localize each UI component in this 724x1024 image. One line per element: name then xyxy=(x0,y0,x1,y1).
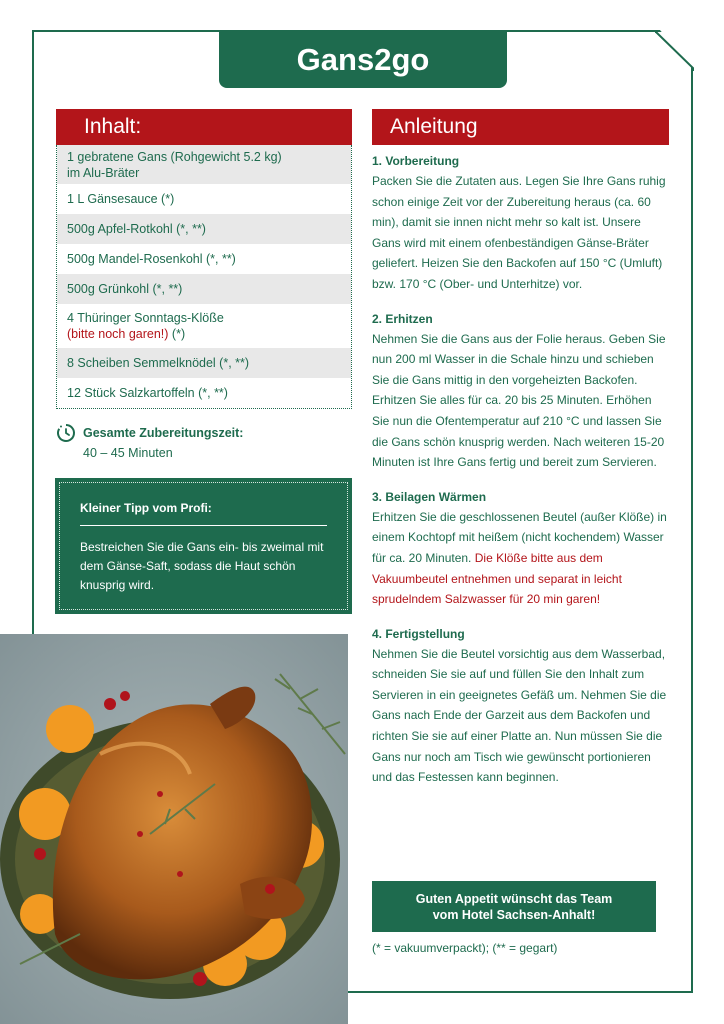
tip-inner xyxy=(59,482,348,610)
ingredient-text: 500g Apfel-Rotkohl (*, **) xyxy=(67,222,206,236)
ingredient-note: (bitte noch garen!) xyxy=(67,327,169,341)
footnote: (* = vakuumverpackt); (** = gegart) xyxy=(372,941,558,955)
ingredient-row xyxy=(57,274,351,304)
closing-line-2: vom Hotel Sachsen-Anhalt! xyxy=(432,907,596,922)
ingredient-text-2: im Alu-Bräter xyxy=(67,165,140,180)
step-highlight: Die Klöße bitte aus dem Vakuumbeutel entnehmen und separat in leicht sprudelndem Salzwasser für 20 min garen! xyxy=(372,550,622,607)
ingredients-header: Inhalt: xyxy=(56,109,352,145)
instruction-step xyxy=(372,624,672,788)
step-text: Nehmen Sie die Beutel vorsichtig aus dem Wasserbad, schneiden Sie sie auf und füllen Sie den Inhalt zum Servieren in ein geeignetes Gefäß um. Nehmen Sie die Gans nach Ende der Garzeit aus dem Backofen und richten Sie sie auf einer Platte an. Nun müssen Sie die Gans nur noch am Tisch wie gewünscht portionieren und das Festessen kann beginnen. xyxy=(372,646,667,785)
instructions-header: Anleitung xyxy=(372,109,669,145)
step-title: 1. Vorbereitung xyxy=(372,154,460,168)
prep-time-value: 40 – 45 Minuten xyxy=(83,446,173,460)
step-text: Erhitzen Sie die geschlossenen Beutel (außer Klöße) in einem Kochtopf mit heißem (nicht kochendem) Wasser für ca. 20 Minuten. xyxy=(372,509,667,565)
ingredient-row xyxy=(57,184,351,214)
closing-line-1: Guten Appetit wünscht das Team xyxy=(415,891,613,906)
instruction-step xyxy=(372,151,672,295)
roast-goose-photo xyxy=(0,634,348,1024)
closing-banner xyxy=(372,881,656,932)
step-title: 2. Erhitzen xyxy=(372,311,433,326)
ingredient-row xyxy=(57,214,351,244)
ingredient-text: 1 gebratene Gans (Rohgewicht 5.2 kg) xyxy=(67,149,282,164)
ingredient-row xyxy=(57,378,351,408)
prep-time-label: Gesamte Zubereitungszeit: xyxy=(83,426,244,440)
instructions-column xyxy=(372,151,672,802)
page-title: Gans2go xyxy=(219,32,507,88)
ingredient-text: 500g Mandel-Rosenkohl (*, **) xyxy=(67,252,236,266)
ingredient-row xyxy=(57,244,351,274)
ingredient-row xyxy=(57,145,351,184)
frame-corner xyxy=(655,31,695,71)
tip-title: Kleiner Tipp vom Profi: xyxy=(80,501,327,526)
ingredient-suffix: (*) xyxy=(168,327,186,341)
clock-icon xyxy=(56,423,76,443)
step-text: Nehmen Sie die Gans aus der Folie heraus. Geben Sie nun 200 ml Wasser in die Schale hinzu und schieben Sie die Gans mittig in den vorgeheizten Backofen. Erhitzen Sie alles für ca. 20 bis 25 Minuten. Erhöhen Sie nun die Ofentemperatur auf 210 °C und lassen Sie die Gans schön knusprig werden. Nach weiteren 15-20 Minuten ist Ihre Gans fertig und bereit zum Servieren. xyxy=(372,331,666,470)
ingredient-row xyxy=(57,348,351,378)
instruction-step xyxy=(372,487,672,610)
step-title: 3. Beilagen Wärmen xyxy=(372,489,487,504)
step-title: 4. Fertigstellung xyxy=(372,626,465,641)
step-text: Packen Sie die Zutaten aus. Legen Sie Ihre Gans ruhig schon einige Zeit vor der Zubereitung heraus (ca. 60 min), damit sie innen nicht mehr so kalt ist. Unsere Gans wird mit einem ofenbeständigen Gänse-Bräter geliefert. Heizen Sie den Backofen auf 150 °C (Umluft) bzw. 170 °C (Ober- und Unterhitze) vor. xyxy=(372,174,666,291)
ingredient-text: 1 L Gänsesauce (*) xyxy=(67,192,175,206)
step-text-block xyxy=(372,507,672,610)
tip-box xyxy=(55,478,352,614)
instruction-step xyxy=(372,309,672,473)
tip-text: Bestreichen Sie die Gans ein- bis zweimal mit dem Gänse-Saft, sodass die Haut schön knusprig wird. xyxy=(80,540,324,592)
ingredients-table xyxy=(56,145,352,409)
ingredient-row xyxy=(57,304,351,348)
ingredient-text: 500g Grünkohl (*, **) xyxy=(67,282,183,296)
ingredient-text: 12 Stück Salzkartoffeln (*, **) xyxy=(67,386,228,400)
ingredient-text: 8 Scheiben Semmelknödel (*, **) xyxy=(67,356,250,370)
ingredient-text: 4 Thüringer Sonntags-Klöße xyxy=(67,311,224,325)
